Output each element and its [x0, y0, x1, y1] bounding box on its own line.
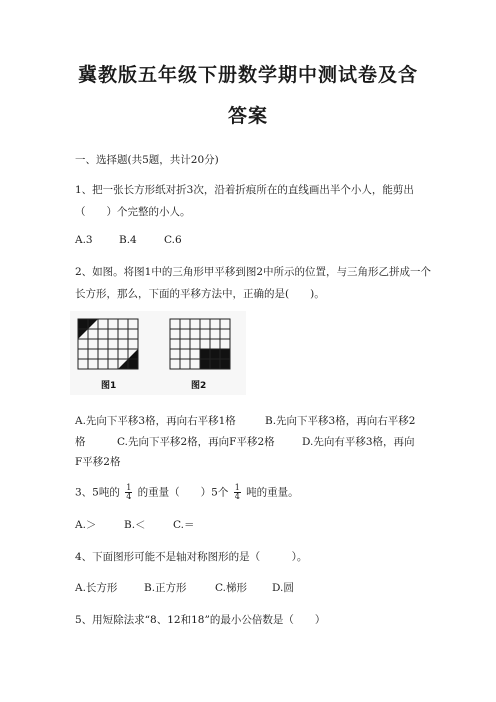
question-1-option-b: B.4	[119, 234, 137, 246]
question-1-text-cont: （ ）个完整的小人。	[75, 206, 191, 218]
figure-1-grid	[78, 319, 138, 369]
document-title-line2: 答案	[227, 105, 268, 127]
question-2-option-c: C.先向下平移2格，再向F平移2格	[117, 436, 275, 448]
question-3-mid: 的重量（ ）5个	[137, 486, 229, 499]
question-3-option-c: C.＝	[173, 519, 195, 531]
document-title-line1: 冀教版五年级下册数学期中测试卷及含	[77, 64, 418, 86]
question-4-option-a: A.长方形	[75, 582, 118, 594]
question-3-pre: 3、5吨的	[75, 486, 120, 499]
section-heading: 一、选择题(共5题，共计20分)	[75, 154, 219, 166]
question-2-option-d: D.先向有平移3格，再向	[302, 436, 415, 448]
question-1-option-c: C.6	[164, 234, 182, 246]
question-2-option-b-cont: 格	[75, 436, 86, 448]
grid-figures	[70, 311, 246, 395]
translation-figure	[70, 311, 246, 395]
question-2-option-d-cont: F平移2格	[75, 456, 121, 468]
question-1-text: 1、把一张长方形纸对折3次，沿着折痕所在的直线画出半个小人，能剪出	[75, 184, 414, 196]
question-4-option-b: B.正方形	[144, 582, 187, 594]
question-3-option-b: B.＜	[124, 519, 146, 531]
fraction-one-quarter-2: $\frac{1}{4}$	[234, 483, 240, 501]
question-3-text	[75, 484, 299, 501]
question-1-option-a: A.3	[75, 234, 93, 246]
question-4-option-d: D.圆	[272, 582, 294, 594]
question-2-text-cont: 长方形，那么，下面的平移方法中，正确的是( )。	[75, 288, 325, 300]
question-5-text: 5、用短除法求“8、12和18”的最小公倍数是（ ）	[75, 614, 326, 626]
figure-2-label: 图2	[191, 381, 207, 391]
figure-2-grid	[170, 319, 230, 369]
question-3-post: 吨的重量。	[246, 486, 299, 499]
question-4-option-c: C.梯形	[215, 582, 247, 594]
question-3-option-a: A.＞	[75, 519, 97, 531]
question-2-option-b: B.先向下平移3格，再向右平移2	[265, 415, 416, 427]
question-2-text: 2、如图。将图1中的三角形甲平移到图2中所示的位置，与三角形乙拼成一个	[75, 266, 432, 278]
question-4-text: 4、下面图形可能不是轴对称图形的是（ ）。	[75, 551, 308, 563]
fraction-one-quarter: $\frac{1}{4}$	[126, 483, 132, 501]
question-2-option-a: A.先向下平移3格，再向右平移1格	[75, 415, 236, 427]
figure-1-label: 图1	[101, 381, 117, 391]
